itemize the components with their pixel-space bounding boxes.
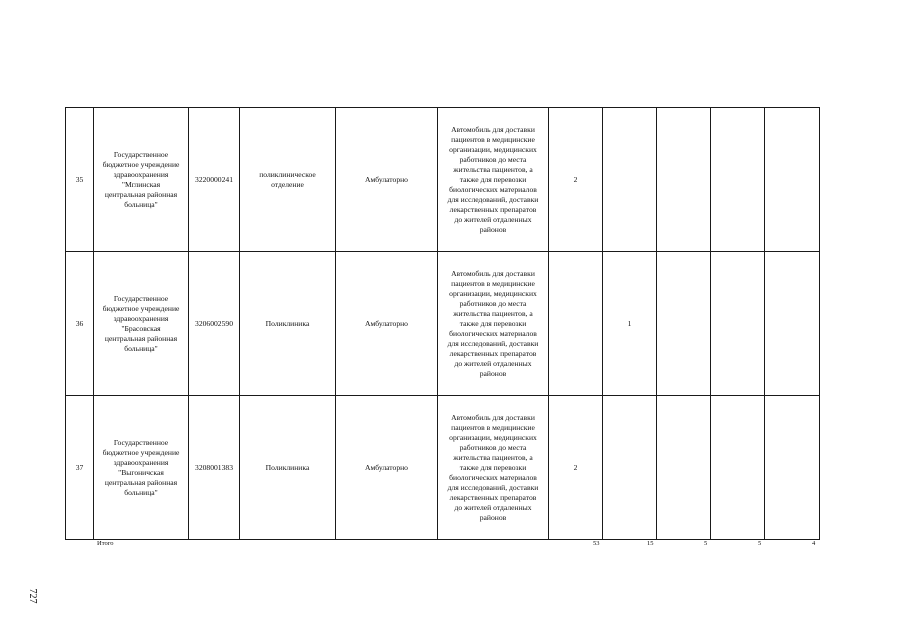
cell-line: также для перевозки — [459, 318, 527, 328]
cell-line: "Выгоничская — [118, 467, 164, 477]
cell-line: поликлиническое — [259, 169, 316, 179]
cell-line: Автомобиль для доставки — [451, 268, 535, 278]
count-cell — [603, 108, 657, 252]
cell-line: районов — [479, 512, 507, 522]
cell-line: организации, медицинских — [449, 144, 537, 154]
cell-line: биологических материалов — [449, 184, 537, 194]
row-number-cell: 37 — [66, 396, 94, 540]
empty-cell — [765, 108, 820, 252]
cell-line: Автомобиль для доставки — [451, 124, 535, 134]
cell-line: работников до места — [459, 442, 527, 452]
cell-line: здравоохранения — [113, 313, 169, 323]
count-cell — [603, 396, 657, 540]
empty-cell — [657, 108, 711, 252]
care-type-cell: Амбулаторно — [336, 252, 438, 396]
care-type-cell: Амбулаторно — [336, 108, 438, 252]
cell-line: Поликлиника — [265, 318, 310, 328]
cell-line: бюджетное учреждение — [102, 159, 180, 169]
cell-line: также для перевозки — [459, 174, 527, 184]
cell-line: больница" — [124, 487, 158, 497]
empty-cell — [711, 252, 765, 396]
hospital-vehicle-table — [65, 107, 820, 540]
cell-line: центральная районная — [104, 477, 178, 487]
cell-line: районов — [479, 368, 507, 378]
cell-line: отделение — [271, 179, 304, 189]
unit-cell — [240, 396, 336, 540]
table-row — [66, 396, 820, 540]
cell-line: жительства пациентов, а — [453, 164, 533, 174]
cell-line: здравоохранения — [113, 169, 169, 179]
cell-line: до жителей отдаленных — [454, 358, 532, 368]
count-cell: 2 — [549, 396, 603, 540]
total-value: 53 — [593, 540, 600, 547]
empty-cell — [765, 396, 820, 540]
empty-cell — [711, 396, 765, 540]
count-cell — [549, 252, 603, 396]
cell-line: Поликлиника — [265, 462, 310, 472]
cell-line: пациентов в медицинские — [451, 134, 535, 144]
total-value: 15 — [647, 540, 654, 547]
page-number: 727 — [27, 588, 38, 604]
organization-cell — [94, 252, 189, 396]
totals-label: Итого — [97, 540, 114, 547]
unit-cell — [240, 108, 336, 252]
cell-line: работников до места — [459, 154, 527, 164]
cell-line: больница" — [124, 199, 158, 209]
cell-line: центральная районная — [104, 189, 178, 199]
cell-line: бюджетное учреждение — [102, 447, 180, 457]
cell-line: бюджетное учреждение — [102, 303, 180, 313]
cell-line: пациентов в медицинские — [451, 422, 535, 432]
cell-line: лекарственных препаратов — [449, 204, 537, 214]
care-type-cell: Амбулаторно — [336, 396, 438, 540]
row-number-cell: 36 — [66, 252, 94, 396]
total-value: 4 — [812, 540, 816, 547]
total-value: 5 — [704, 540, 708, 547]
empty-cell — [765, 252, 820, 396]
cell-line: для исследований, доставки — [447, 482, 539, 492]
count-cell: 1 — [603, 252, 657, 396]
empty-cell — [711, 108, 765, 252]
cell-line: также для перевозки — [459, 462, 527, 472]
empty-cell — [657, 252, 711, 396]
description-cell — [438, 252, 549, 396]
cell-line: "Брасовская — [121, 323, 161, 333]
total-value: 5 — [758, 540, 762, 547]
cell-line: для исследований, доставки — [447, 194, 539, 204]
cell-line: организации, медицинских — [449, 432, 537, 442]
organization-cell — [94, 108, 189, 252]
cell-line: районов — [479, 224, 507, 234]
cell-line: Государственное — [113, 437, 169, 447]
organization-cell — [94, 396, 189, 540]
unit-cell — [240, 252, 336, 396]
cell-line: до жителей отдаленных — [454, 502, 532, 512]
description-cell — [438, 108, 549, 252]
cell-line: здравоохранения — [113, 457, 169, 467]
description-cell — [438, 396, 549, 540]
code-cell: 3208001383 — [189, 396, 240, 540]
cell-line: для исследований, доставки — [447, 338, 539, 348]
cell-line: биологических материалов — [449, 472, 537, 482]
cell-line: до жителей отдаленных — [454, 214, 532, 224]
cell-line: жительства пациентов, а — [453, 308, 533, 318]
cell-line: пациентов в медицинские — [451, 278, 535, 288]
code-cell: 3206002590 — [189, 252, 240, 396]
cell-line: организации, медицинских — [449, 288, 537, 298]
cell-line: Автомобиль для доставки — [451, 412, 535, 422]
cell-line: биологических материалов — [449, 328, 537, 338]
cell-line: больница" — [124, 343, 158, 353]
code-cell: 3220000241 — [189, 108, 240, 252]
count-cell: 2 — [549, 108, 603, 252]
cell-line: Государственное — [113, 293, 169, 303]
empty-cell — [657, 396, 711, 540]
totals-row — [65, 539, 819, 549]
cell-line: работников до места — [459, 298, 527, 308]
table-body — [66, 108, 820, 540]
cell-line: лекарственных препаратов — [449, 348, 537, 358]
table-row — [66, 108, 820, 252]
table-row — [66, 252, 820, 396]
cell-line: центральная районная — [104, 333, 178, 343]
cell-line: Государственное — [113, 149, 169, 159]
cell-line: жительства пациентов, а — [453, 452, 533, 462]
cell-line: "Мглинская — [121, 179, 161, 189]
row-number-cell: 35 — [66, 108, 94, 252]
cell-line: лекарственных препаратов — [449, 492, 537, 502]
